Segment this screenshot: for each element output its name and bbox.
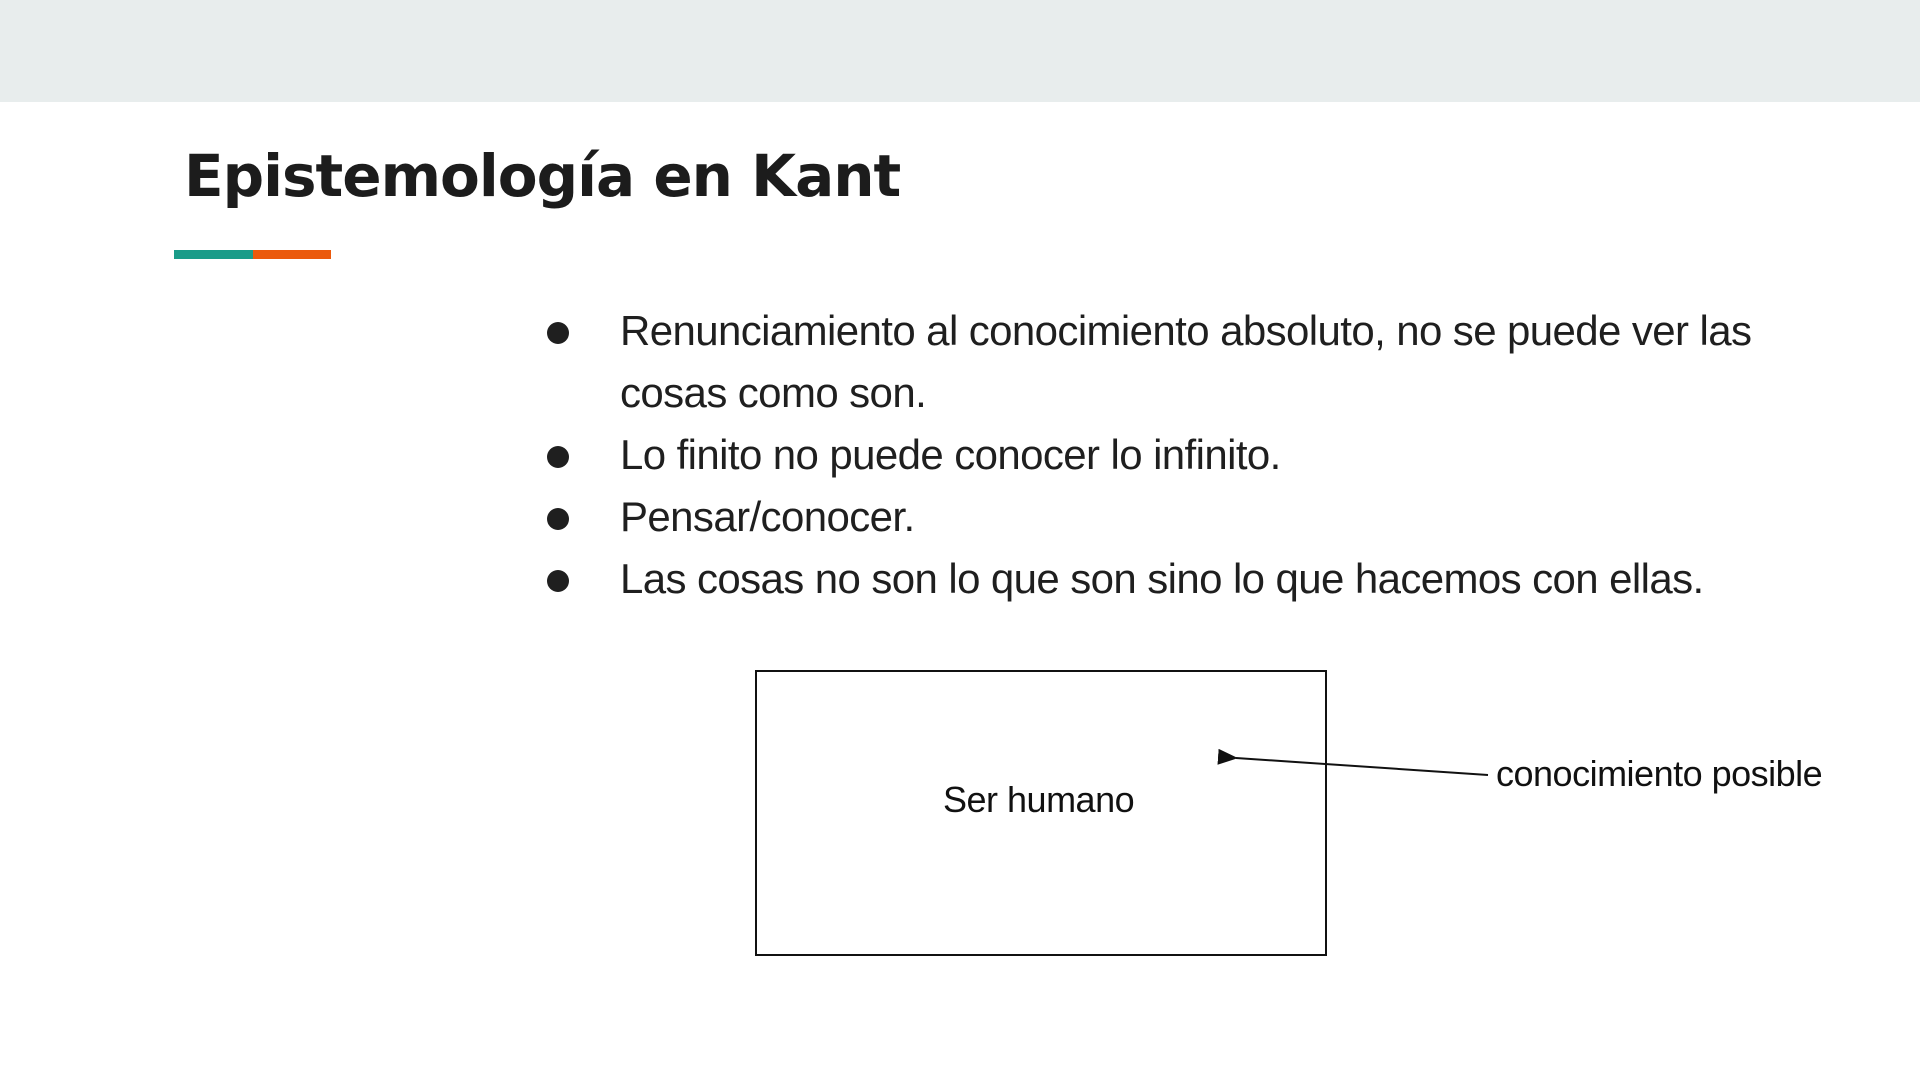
slide-title: Epistemología en Kant: [184, 142, 901, 210]
bullet-text: Pensar/conocer.: [620, 493, 915, 540]
bullet-text: Renunciamiento al conocimiento absoluto, no se puede ver las cosas como son.: [620, 307, 1752, 416]
bullet-text: Lo finito no puede conocer lo infinito.: [620, 431, 1281, 478]
arrow-label: conocimiento posible: [1496, 753, 1823, 794]
bullet-text: Las cosas no son lo que son sino lo que hacemos con ellas.: [620, 555, 1704, 602]
box-label: Ser humano: [943, 779, 1135, 820]
